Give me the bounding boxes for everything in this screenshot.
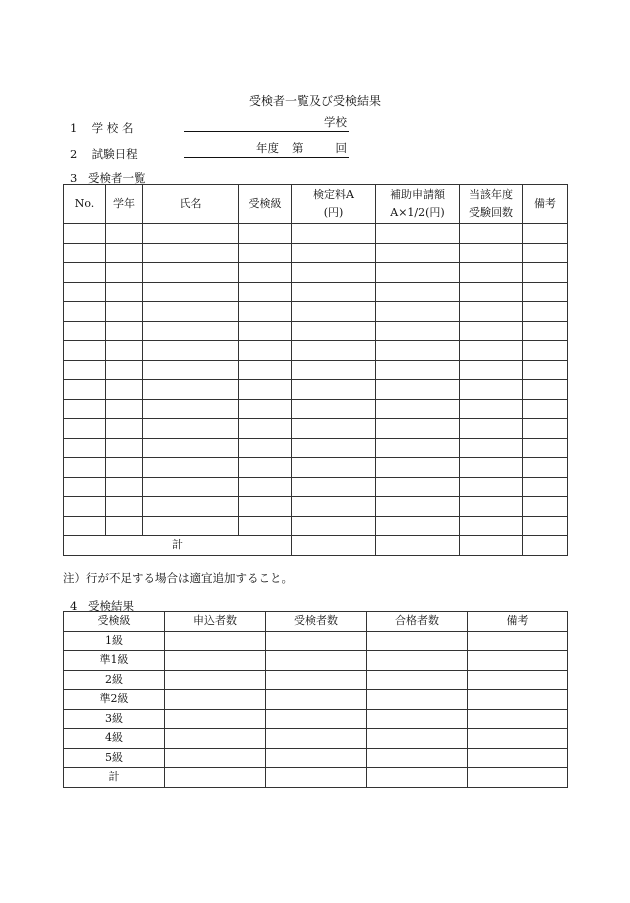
table-cell[interactable] [376, 419, 460, 439]
table-cell[interactable] [64, 341, 106, 361]
page-title: 受検者一覧及び受検結果 [248, 94, 381, 108]
table-cell[interactable] [64, 477, 106, 497]
table-cell[interactable] [239, 477, 292, 497]
table-cell[interactable] [523, 419, 568, 439]
table-cell[interactable] [239, 399, 292, 419]
total-cell[interactable] [376, 536, 460, 556]
column-header: 氏名 [143, 185, 239, 224]
table-cell[interactable] [143, 477, 239, 497]
table-cell[interactable] [106, 399, 143, 419]
table-cell[interactable] [376, 438, 460, 458]
table-cell[interactable] [523, 321, 568, 341]
table-cell[interactable] [64, 243, 106, 263]
table-cell[interactable] [239, 302, 292, 322]
table-cell[interactable] [376, 516, 460, 536]
exam-result-header [64, 612, 568, 632]
table-cell[interactable] [367, 748, 468, 768]
table-cell[interactable] [64, 458, 106, 478]
table-cell[interactable] [460, 458, 523, 478]
table-cell[interactable] [292, 399, 376, 419]
table-row [64, 690, 568, 710]
school-name-label: 学 校 名 [91, 121, 134, 135]
kai-label: 回 [335, 141, 347, 155]
table-cell[interactable] [367, 651, 468, 671]
table-row [64, 438, 568, 458]
grade-label: 3級 [64, 709, 165, 729]
table-cell[interactable] [367, 690, 468, 710]
table-cell[interactable] [468, 768, 568, 788]
exam-result-table [63, 611, 568, 788]
total-cell[interactable] [292, 536, 376, 556]
table-cell[interactable] [468, 651, 568, 671]
table-row [64, 360, 568, 380]
table-cell[interactable] [143, 243, 239, 263]
table-cell[interactable] [239, 360, 292, 380]
table-cell[interactable] [143, 302, 239, 322]
total-label: 計 [64, 536, 292, 556]
table-cell[interactable] [523, 243, 568, 263]
total-cell[interactable] [523, 536, 568, 556]
table-cell[interactable] [468, 709, 568, 729]
grade-label: 5級 [64, 748, 165, 768]
table-cell[interactable] [143, 399, 239, 419]
table-cell[interactable] [376, 243, 460, 263]
table-cell[interactable] [64, 497, 106, 517]
table-cell[interactable] [292, 224, 376, 244]
table-row [64, 709, 568, 729]
table-cell[interactable] [64, 516, 106, 536]
note-text: 注）行が不足する場合は適宜追加すること。 [63, 571, 293, 585]
table-cell[interactable] [239, 282, 292, 302]
table-cell[interactable] [523, 497, 568, 517]
table-row [64, 768, 568, 788]
table-cell[interactable] [106, 477, 143, 497]
table-cell[interactable] [523, 341, 568, 361]
table-cell[interactable] [292, 263, 376, 283]
table-cell[interactable] [376, 302, 460, 322]
table-cell[interactable] [376, 263, 460, 283]
item-number: 4 [70, 599, 78, 613]
table-row [64, 477, 568, 497]
item-number: 1 [70, 121, 78, 135]
table-cell[interactable] [523, 399, 568, 419]
table-cell[interactable] [239, 224, 292, 244]
table-row [64, 224, 568, 244]
table-cell[interactable] [292, 243, 376, 263]
table-cell[interactable] [64, 360, 106, 380]
table-row [64, 631, 568, 651]
table-cell[interactable] [460, 419, 523, 439]
list-section-label: 受検者一覧 [88, 171, 146, 185]
table-cell[interactable] [523, 360, 568, 380]
table-cell[interactable] [165, 690, 266, 710]
exam-date-row [70, 146, 138, 162]
table-cell[interactable] [367, 631, 468, 651]
table-cell[interactable] [106, 360, 143, 380]
table-row [64, 282, 568, 302]
year-label: 年度 [256, 141, 279, 155]
table-cell[interactable] [523, 477, 568, 497]
table-cell[interactable] [106, 419, 143, 439]
table-cell[interactable] [239, 380, 292, 400]
table-cell[interactable] [376, 497, 460, 517]
column-header: 検定料A (円) [292, 185, 376, 224]
total-row [64, 536, 568, 556]
table-cell[interactable] [468, 690, 568, 710]
table-cell[interactable] [523, 438, 568, 458]
table-cell[interactable] [143, 458, 239, 478]
table-cell[interactable] [239, 321, 292, 341]
table-cell[interactable] [376, 282, 460, 302]
table-cell[interactable] [64, 399, 106, 419]
grade-label: 準2級 [64, 690, 165, 710]
table-cell[interactable] [292, 516, 376, 536]
table-cell[interactable] [367, 768, 468, 788]
table-cell[interactable] [460, 516, 523, 536]
table-cell[interactable] [266, 729, 367, 749]
table-row [64, 321, 568, 341]
table-cell[interactable] [460, 302, 523, 322]
item-number: 2 [70, 147, 78, 161]
column-header: 受検級 [64, 612, 165, 632]
table-cell[interactable] [106, 243, 143, 263]
table-cell[interactable] [64, 321, 106, 341]
table-cell[interactable] [165, 768, 266, 788]
table-row [64, 729, 568, 749]
table-cell[interactable] [165, 748, 266, 768]
table-cell[interactable] [266, 631, 367, 651]
table-cell[interactable] [64, 282, 106, 302]
table-cell[interactable] [292, 438, 376, 458]
table-cell[interactable] [239, 419, 292, 439]
table-cell[interactable] [292, 302, 376, 322]
table-cell[interactable] [239, 458, 292, 478]
school-name-field[interactable] [184, 117, 349, 132]
table-cell[interactable] [143, 282, 239, 302]
table-cell[interactable] [106, 224, 143, 244]
table-cell[interactable] [165, 651, 266, 671]
table-cell[interactable] [292, 380, 376, 400]
table-cell[interactable] [106, 380, 143, 400]
table-row [64, 399, 568, 419]
exam-date-label: 試験日程 [91, 147, 138, 161]
table-cell[interactable] [106, 282, 143, 302]
table-cell[interactable] [468, 631, 568, 651]
table-cell[interactable] [106, 341, 143, 361]
table-cell[interactable] [106, 458, 143, 478]
examinee-list-table [63, 184, 568, 556]
table-row [64, 341, 568, 361]
table-cell[interactable] [239, 438, 292, 458]
table-cell[interactable] [523, 263, 568, 283]
table-cell[interactable] [266, 709, 367, 729]
table-cell[interactable] [64, 419, 106, 439]
table-cell[interactable] [376, 224, 460, 244]
table-cell[interactable] [292, 321, 376, 341]
table-cell[interactable] [266, 651, 367, 671]
table-row [64, 419, 568, 439]
column-header: 合格者数 [367, 612, 468, 632]
table-cell[interactable] [460, 243, 523, 263]
table-cell[interactable] [106, 438, 143, 458]
table-row [64, 458, 568, 478]
table-cell[interactable] [64, 224, 106, 244]
grade-label: 4級 [64, 729, 165, 749]
table-cell[interactable] [460, 360, 523, 380]
table-cell[interactable] [460, 477, 523, 497]
table-cell[interactable] [376, 341, 460, 361]
column-header: 受検級 [239, 185, 292, 224]
table-cell[interactable] [143, 341, 239, 361]
table-cell[interactable] [367, 709, 468, 729]
table-cell[interactable] [523, 224, 568, 244]
table-cell[interactable] [165, 709, 266, 729]
grade-label: 2級 [64, 670, 165, 690]
table-cell[interactable] [460, 399, 523, 419]
table-cell[interactable] [143, 380, 239, 400]
table-cell[interactable] [143, 438, 239, 458]
column-header: 補助申請額 A×1/2(円) [376, 185, 460, 224]
dai-label: 第 [292, 141, 304, 155]
column-header: No. [64, 185, 106, 224]
table-row [64, 380, 568, 400]
table-cell[interactable] [292, 360, 376, 380]
table-row [64, 243, 568, 263]
column-header: 学年 [106, 185, 143, 224]
table-cell[interactable] [64, 438, 106, 458]
table-cell[interactable] [106, 302, 143, 322]
table-cell[interactable] [460, 321, 523, 341]
table-cell[interactable] [376, 360, 460, 380]
total-cell[interactable] [460, 536, 523, 556]
table-cell[interactable] [106, 263, 143, 283]
grade-label: 準1級 [64, 651, 165, 671]
school-name-row [70, 120, 133, 136]
table-cell[interactable] [64, 263, 106, 283]
table-cell[interactable] [143, 516, 239, 536]
table-cell[interactable] [523, 458, 568, 478]
table-cell[interactable] [292, 497, 376, 517]
table-cell[interactable] [460, 282, 523, 302]
table-cell[interactable] [468, 670, 568, 690]
table-cell[interactable] [266, 690, 367, 710]
table-row [64, 263, 568, 283]
table-cell[interactable] [292, 341, 376, 361]
table-cell[interactable] [106, 516, 143, 536]
table-cell[interactable] [367, 670, 468, 690]
table-cell[interactable] [292, 477, 376, 497]
table-cell[interactable] [239, 243, 292, 263]
table-cell[interactable] [266, 768, 367, 788]
table-cell[interactable] [376, 399, 460, 419]
table-row [64, 651, 568, 671]
table-cell[interactable] [239, 497, 292, 517]
table-cell[interactable] [292, 419, 376, 439]
examinee-list-header [64, 185, 568, 224]
table-cell[interactable] [292, 282, 376, 302]
table-cell[interactable] [376, 380, 460, 400]
column-header: 当該年度 受験回数 [460, 185, 523, 224]
column-header: 申込者数 [165, 612, 266, 632]
table-cell[interactable] [266, 670, 367, 690]
table-cell[interactable] [468, 729, 568, 749]
table-cell[interactable] [376, 321, 460, 341]
exam-date-field[interactable] [184, 143, 349, 158]
column-header: 備考 [523, 185, 568, 224]
table-cell[interactable] [165, 670, 266, 690]
table-cell[interactable] [523, 516, 568, 536]
table-cell[interactable] [239, 263, 292, 283]
table-cell[interactable] [523, 302, 568, 322]
grade-label: 1級 [64, 631, 165, 651]
table-cell[interactable] [460, 380, 523, 400]
table-cell[interactable] [165, 729, 266, 749]
table-cell[interactable] [143, 419, 239, 439]
table-cell[interactable] [143, 497, 239, 517]
school-suffix: 学校 [324, 115, 347, 129]
table-cell[interactable] [460, 438, 523, 458]
table-cell[interactable] [468, 748, 568, 768]
table-cell[interactable] [64, 302, 106, 322]
grade-label: 計 [64, 768, 165, 788]
table-cell[interactable] [239, 341, 292, 361]
table-cell[interactable] [165, 631, 266, 651]
table-cell[interactable] [143, 321, 239, 341]
table-row [64, 748, 568, 768]
table-cell[interactable] [376, 458, 460, 478]
column-header: 備考 [468, 612, 568, 632]
result-section-label: 受検結果 [88, 599, 134, 613]
column-header: 受検者数 [266, 612, 367, 632]
table-row [64, 302, 568, 322]
table-cell[interactable] [239, 516, 292, 536]
table-cell[interactable] [143, 263, 239, 283]
table-cell[interactable] [143, 224, 239, 244]
table-row [64, 497, 568, 517]
table-cell[interactable] [460, 497, 523, 517]
table-cell[interactable] [292, 458, 376, 478]
table-cell[interactable] [106, 497, 143, 517]
table-cell[interactable] [367, 729, 468, 749]
table-cell[interactable] [376, 477, 460, 497]
table-row [64, 516, 568, 536]
table-cell[interactable] [523, 380, 568, 400]
table-cell[interactable] [64, 380, 106, 400]
table-cell[interactable] [460, 263, 523, 283]
table-cell[interactable] [460, 341, 523, 361]
table-cell[interactable] [266, 748, 367, 768]
table-cell[interactable] [106, 321, 143, 341]
table-cell[interactable] [460, 224, 523, 244]
item-number: 3 [70, 171, 78, 185]
table-cell[interactable] [523, 282, 568, 302]
table-row [64, 670, 568, 690]
table-cell[interactable] [143, 360, 239, 380]
